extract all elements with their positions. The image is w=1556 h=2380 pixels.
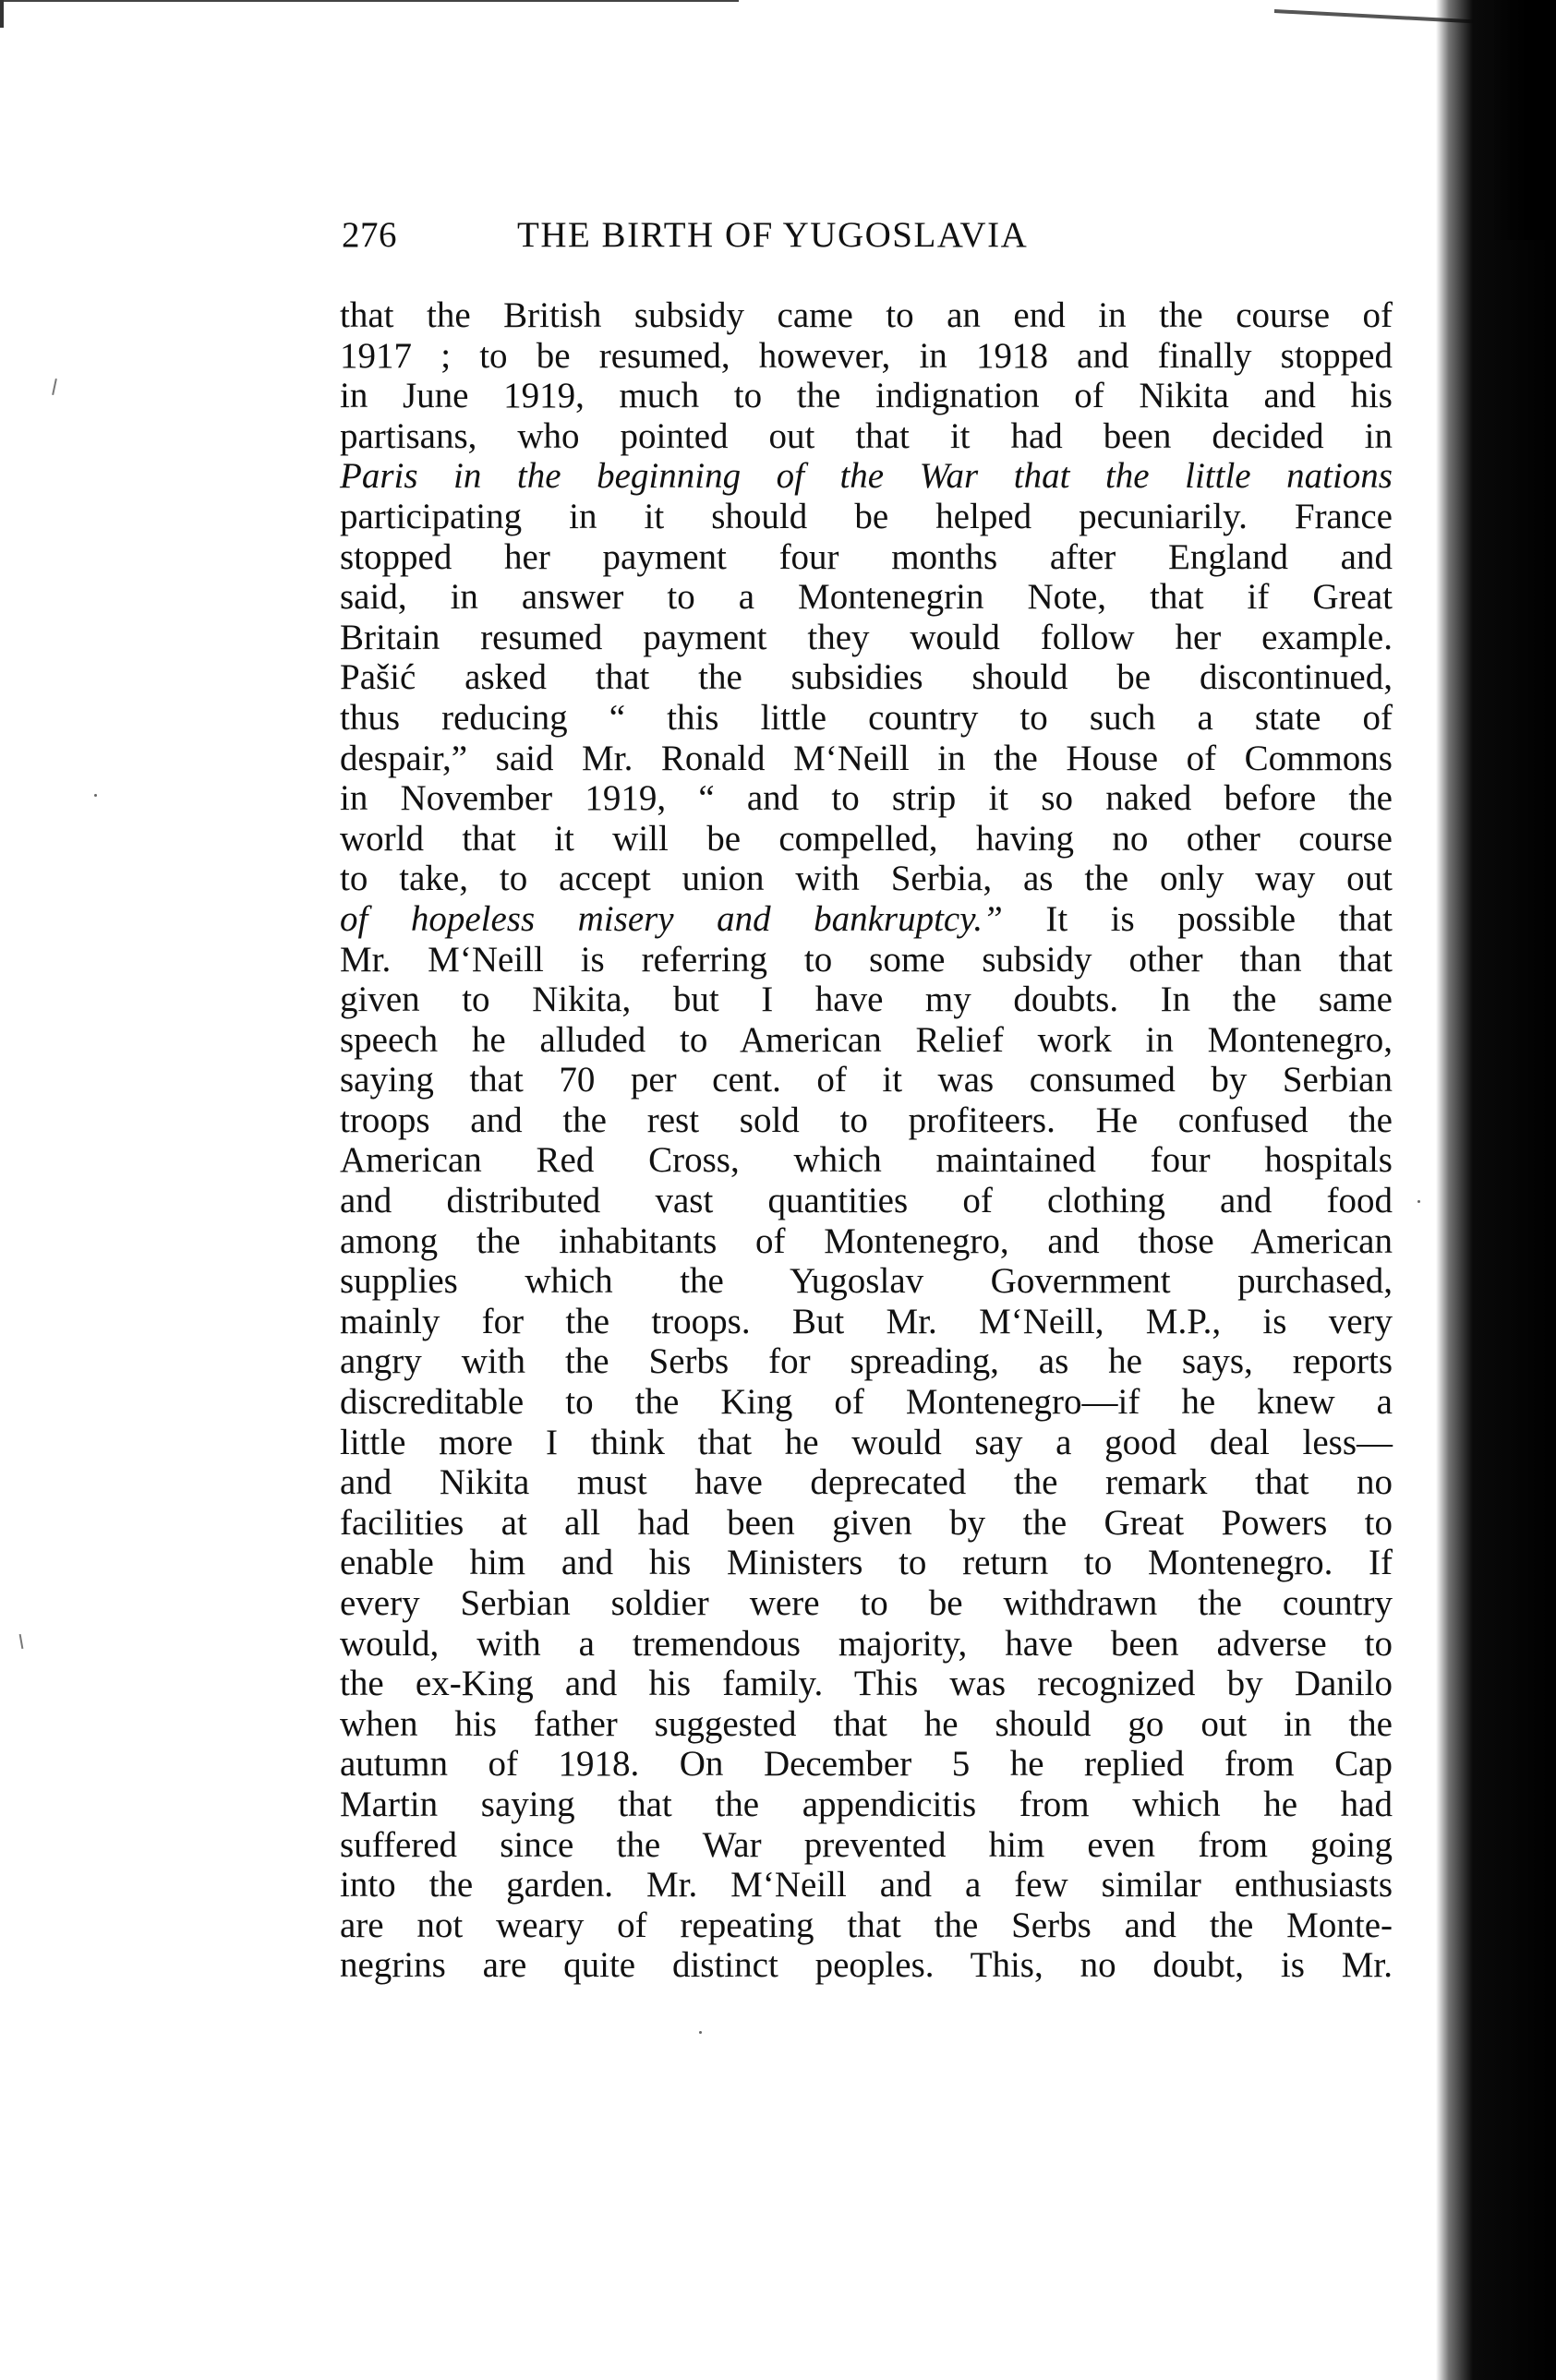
text-line: Martin saying that the appendicitis from which he had	[340, 1784, 1393, 1824]
text-line: Mr. M‘Neill is referring to some subsidy other than that	[340, 939, 1393, 980]
binding-shadow-top	[1491, 0, 1556, 240]
text-line: into the garden. Mr. M‘Neill and a few similar enthusiasts	[340, 1865, 1393, 1905]
text-line: would, with a tremendous majority, have been adverse to	[340, 1623, 1393, 1664]
text-line: thus reducing “ this little country to such a state of	[340, 697, 1393, 738]
text-line	[340, 456, 1393, 497]
body-text	[340, 295, 1393, 1986]
page-number: 276	[342, 215, 397, 255]
text-line: American Red Cross, which maintained four hospitals	[340, 1140, 1393, 1181]
text-line: facilities at all had been given by the Great Powers to	[340, 1502, 1393, 1543]
text-line: negrins are quite distinct peoples. This, no doubt, is Mr.	[340, 1945, 1393, 1986]
text-line: troops and the rest sold to profiteers. He confused the	[340, 1100, 1393, 1140]
margin-mark	[52, 379, 57, 395]
text-line: among the inhabitants of Montenegro, and those American	[340, 1220, 1393, 1261]
text-line: mainly for the troops. But Mr. M‘Neill, M.P., is very	[340, 1301, 1393, 1341]
text-line: participating in it should be helped pecuniarily. France	[340, 496, 1393, 536]
text-line: of hopeless misery and bankruptcy.” It is possible that	[340, 898, 1393, 939]
text-line: the ex-King and his family. This was recognized by Danilo	[340, 1664, 1393, 1704]
text-line: that the British subsidy came to an end in the course of	[340, 295, 1393, 335]
text-line: speech he alluded to American Relief work in Montenegro,	[340, 1019, 1393, 1060]
text-line: suffered since the War prevented him even from going	[340, 1824, 1393, 1865]
text-line: partisans, who pointed out that it had been decided in	[340, 415, 1393, 456]
margin-speck	[1417, 1200, 1420, 1203]
binding-shadow	[1436, 0, 1556, 2380]
italic-text: of hopeless misery and bankruptcy.”	[340, 898, 1003, 939]
text-line: despair,” said Mr. Ronald M‘Neill in the House of Commons	[340, 738, 1393, 778]
text-line: and Nikita must have deprecated the remark that no	[340, 1462, 1393, 1503]
margin-speck	[94, 794, 97, 797]
text-line: said, in answer to a Montenegrin Note, that if Great	[340, 577, 1393, 618]
text-line: Britain resumed payment they would follow her example.	[340, 617, 1393, 657]
running-title: THE BIRTH OF YUGOSLAVIA	[517, 215, 1029, 255]
text-line: 1917 ; to be resumed, however, in 1918 and finally stopped	[340, 335, 1393, 376]
text-line: in June 1919, much to the indignation of Nikita and his	[340, 376, 1393, 416]
text-line: discreditable to the King of Montenegro—if he knew a	[340, 1382, 1393, 1423]
text-line: to take, to accept union with Serbia, as the only way out	[340, 859, 1393, 899]
margin-speck	[699, 2031, 702, 2034]
text-line: given to Nikita, but I have my doubts. In the same	[340, 980, 1393, 1020]
text-line: stopped her payment four months after England and	[340, 536, 1393, 577]
text-line: every Serbian soldier were to be withdrawn the country	[340, 1583, 1393, 1623]
text-line: world that it will be compelled, having no other course	[340, 818, 1393, 859]
margin-mark	[19, 1634, 24, 1649]
text-line: when his father suggested that he should go out in the	[340, 1703, 1393, 1744]
running-head	[342, 214, 1404, 258]
text-line: angry with the Serbs for spreading, as he says, reports	[340, 1341, 1393, 1382]
text-line: autumn of 1918. On December 5 he replied from Cap	[340, 1744, 1393, 1785]
text-line: enable him and his Ministers to return to Montenegro. If	[340, 1543, 1393, 1583]
text-line: little more I think that he would say a good deal less—	[340, 1422, 1393, 1462]
text-line: supplies which the Yugoslav Government purchased,	[340, 1261, 1393, 1302]
italic-text: Paris in the beginning of the War that the little nations	[340, 456, 1393, 497]
text-line: and distributed vast quantities of clothing and food	[340, 1181, 1393, 1221]
text-line: Pašić asked that the subsidies should be discontinued,	[340, 657, 1393, 698]
text-line: are not weary of repeating that the Serbs and the Monte-	[340, 1905, 1393, 1945]
text-line: in November 1919, “ and to strip it so naked before the	[340, 778, 1393, 819]
scan-top-edge	[0, 0, 739, 4]
scan-corner-mark	[0, 0, 4, 28]
text-line: saying that 70 per cent. of it was consumed by Serbian	[340, 1060, 1393, 1100]
